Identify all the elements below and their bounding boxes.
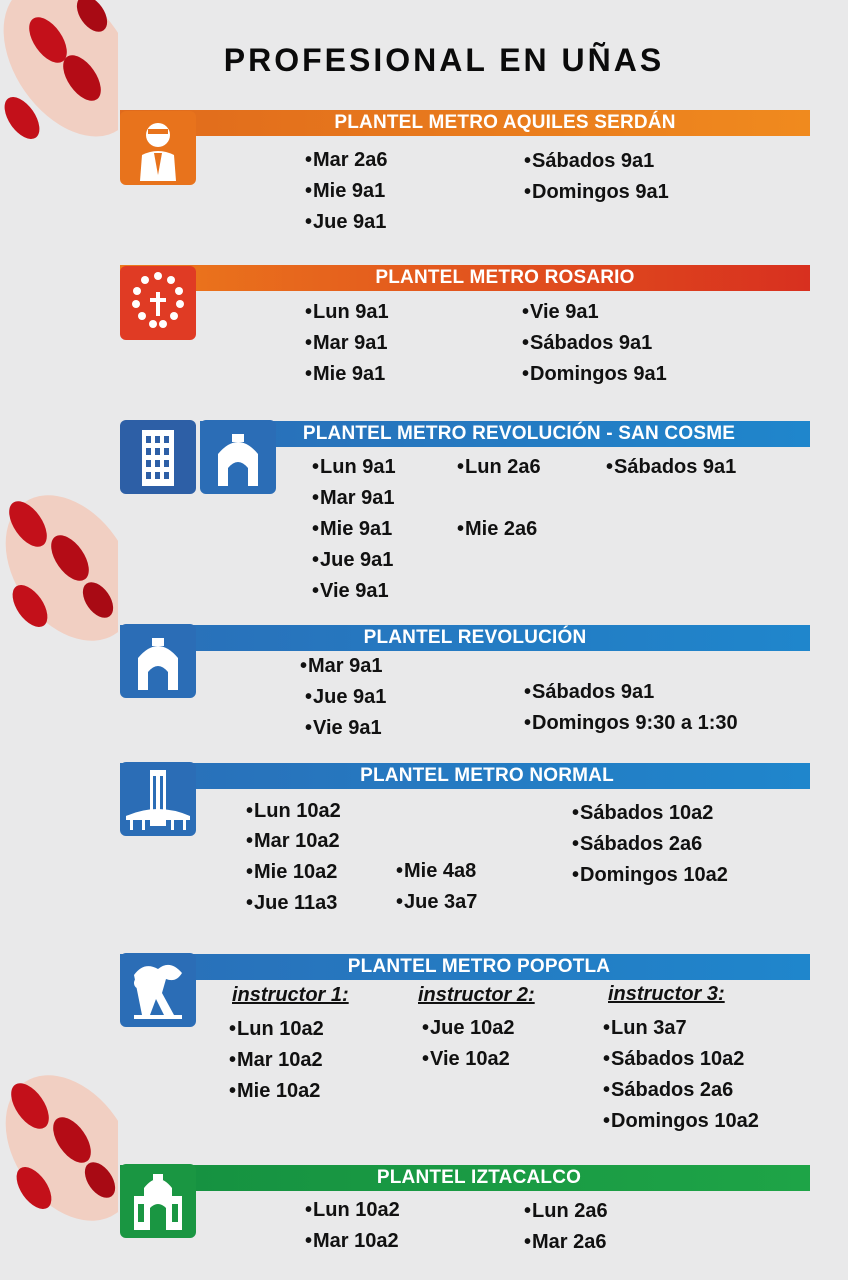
schedule-item: • Mie 9a1	[305, 180, 385, 203]
schedule-item: • Lun 10a2	[305, 1199, 400, 1222]
schedule-item: • Domingos 9a1	[524, 181, 669, 204]
schedule-item: • Lun 2a6	[524, 1200, 608, 1223]
schedule-item: • Mie 9a1	[312, 518, 392, 541]
schedule-item: • Mar 10a2	[229, 1049, 323, 1072]
schedule-item: • Jue 9a1	[312, 549, 393, 572]
building-icon	[120, 420, 196, 494]
monument-icon	[200, 420, 276, 494]
section-header: PLANTEL METRO NORMAL	[120, 763, 810, 789]
schedule-item: • Sábados 9a1	[522, 332, 652, 355]
schedule-item: • Jue 9a1	[305, 686, 386, 709]
schedule-item: • Mie 10a2	[246, 861, 337, 884]
schedule-item: • Domingos 9:30 a 1:30	[524, 712, 738, 735]
schedule-item: • Lun 3a7	[603, 1017, 687, 1040]
page-title: PROFESIONAL EN UÑAS	[223, 42, 665, 78]
instructor-label: instructor 2:	[418, 984, 535, 1006]
section-header: PLANTEL METRO ROSARIO	[120, 265, 810, 291]
schedule-item: • Vie 9a1	[522, 301, 599, 324]
nails-photo-top	[0, 0, 118, 170]
schedule-item: • Sábados 10a2	[603, 1048, 744, 1071]
schedule-item: • Mar 9a1	[305, 332, 388, 355]
schedule-item: • Jue 3a7	[396, 891, 477, 914]
rosary-icon	[120, 266, 196, 340]
schedule-item: • Sábados 2a6	[603, 1079, 733, 1102]
schedule-item: • Vie 9a1	[305, 717, 382, 740]
schedule-item: • Sábados 9a1	[524, 681, 654, 704]
schedule-item: • Mar 2a6	[305, 149, 388, 172]
schedule-item: • Sábados 9a1	[606, 456, 736, 479]
schedule-item: • Mar 9a1	[312, 487, 395, 510]
schedule-item: • Sábados 2a6	[572, 833, 702, 856]
schedule-item: • Lun 10a2	[246, 800, 341, 823]
person-icon	[120, 111, 196, 185]
tower-icon	[120, 762, 196, 836]
church-icon	[120, 1164, 196, 1238]
schedule-item: • Mar 10a2	[246, 830, 340, 853]
section-header: PLANTEL METRO AQUILES SERDÁN	[120, 110, 810, 136]
schedule-item: • Vie 10a2	[422, 1048, 510, 1071]
schedule-item: • Mie 9a1	[305, 363, 385, 386]
schedule-item: • Mie 10a2	[229, 1080, 320, 1103]
schedule-item: • Domingos 9a1	[522, 363, 667, 386]
schedule-item: • Jue 10a2	[422, 1017, 515, 1040]
schedule-item: • Mar 9a1	[300, 655, 383, 678]
instructor-label: instructor 1:	[232, 984, 349, 1006]
schedule-item: • Domingos 10a2	[572, 864, 728, 887]
schedule-item: • Jue 11a3	[246, 892, 337, 915]
schedule-item: • Sábados 10a2	[572, 802, 713, 825]
schedule-item: • Vie 9a1	[312, 580, 389, 603]
section-header: PLANTEL IZTACALCO	[120, 1165, 810, 1191]
schedule-item: • Jue 9a1	[305, 211, 386, 234]
schedule-item: • Mar 2a6	[524, 1231, 607, 1254]
schedule-item: • Sábados 9a1	[524, 150, 654, 173]
schedule-item: • Domingos 10a2	[603, 1110, 759, 1133]
schedule-item: • Mar 10a2	[305, 1230, 399, 1253]
section-header: PLANTEL METRO REVOLUCIÓN - SAN COSME	[200, 421, 810, 447]
schedule-item: • Lun 9a1	[312, 456, 396, 479]
nails-photo-middle	[0, 488, 118, 648]
section-header: PLANTEL REVOLUCIÓN	[120, 625, 810, 651]
schedule-item: • Lun 10a2	[229, 1018, 324, 1041]
tree-icon	[120, 953, 196, 1027]
instructor-label: instructor 3:	[608, 983, 725, 1005]
section-header: PLANTEL METRO POPOTLA	[120, 954, 810, 980]
schedule-item: • Mie 4a8	[396, 860, 476, 883]
nails-photo-bottom	[0, 1068, 118, 1228]
schedule-item: • Lun 9a1	[305, 301, 389, 324]
schedule-item: • Mie 2a6	[457, 518, 537, 541]
schedule-item: • Lun 2a6	[457, 456, 541, 479]
monument-icon	[120, 624, 196, 698]
